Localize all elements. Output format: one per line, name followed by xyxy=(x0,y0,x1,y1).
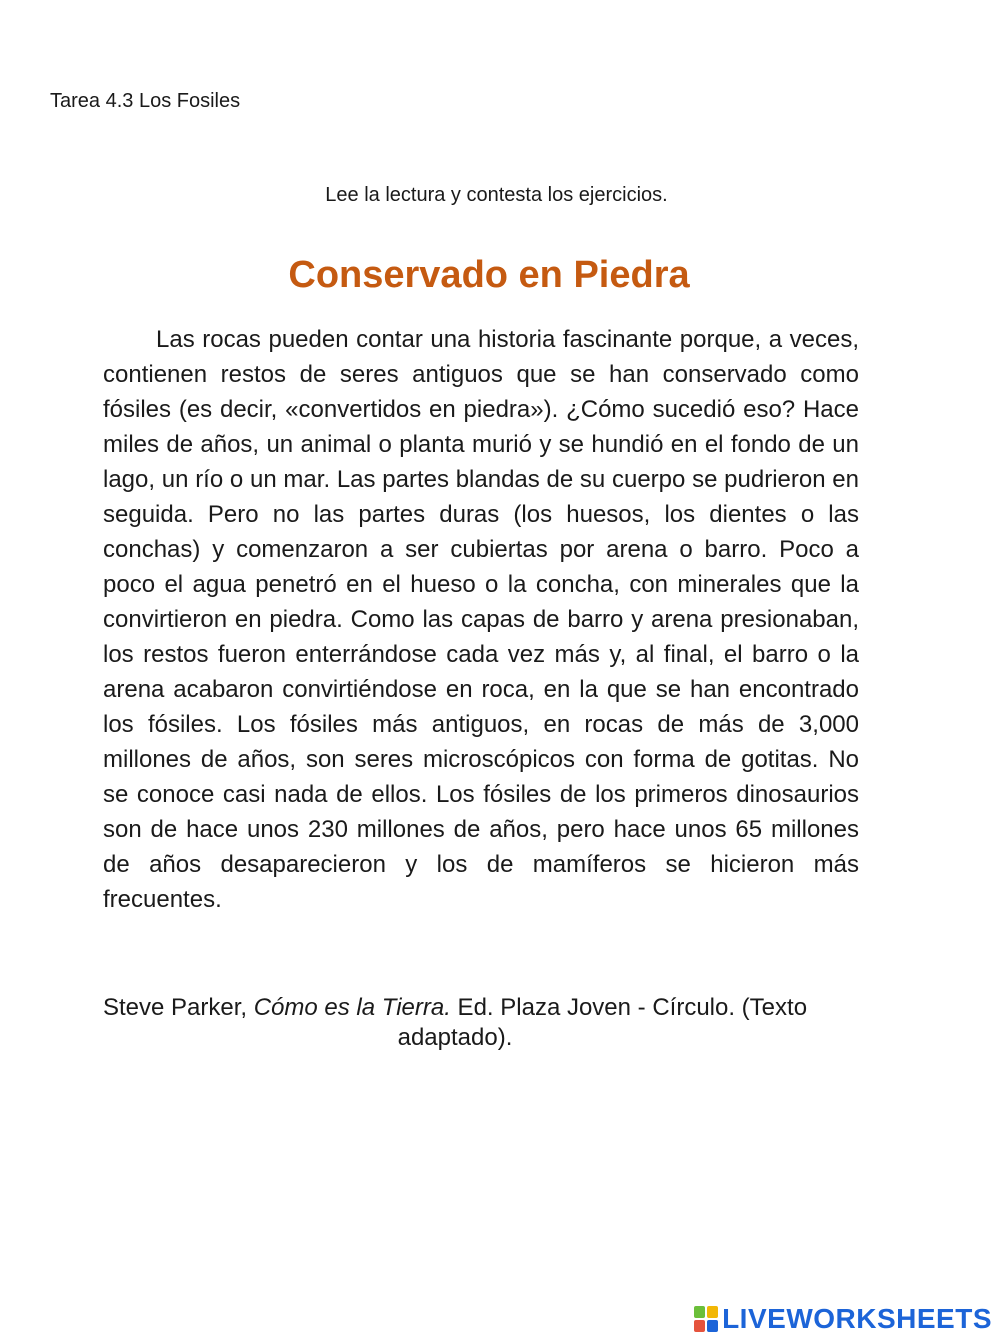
citation-publisher: Ed. Plaza Joven - Círculo. (Texto adaptado). xyxy=(397,994,808,1051)
article-body: Las rocas pueden contar una historia fascinante porque, a veces, contienen restos de seres antiguos que se han conservado como fósiles (es decir, «convertidos en piedra»). ¿Cómo sucedió eso? Hace miles de años, un animal o planta murió y se hundió en el fondo de un lago, un río o un mar. Las partes blandas de su cuerpo se pudrieron en seguida. Pero no las partes duras (los huesos, los dientes o las conchas) y comenzaron a ser cubiertas por arena o barro. Poco a poco el agua penetró en el hueso o la concha, con minerales que la convirtieron en piedra. Como las capas de barro y arena presionaban, los restos fueron enterrándose cada vez más y, al final, el barro o la arena acabaron convirtiéndose en roca, en la que se han encontrado los fósiles. Los fósiles más antiguos, en rocas de más de 3,000 millones de años, son seres microscópicos con forma de gotitas. No se conoce casi nada de ellos. Los fósiles de los primeros dinosaurios son de hace unos 230 millones de años, pero hace unos 65 millones de años desaparecieron y los de mamíferos se hicieron más frecuentes. xyxy=(103,326,859,913)
article-title: Conservado en Piedra xyxy=(288,254,690,296)
instruction-text: Lee la lectura y contesta los ejercicios. xyxy=(325,184,668,206)
brand-name: LIVEWORKSHEETS xyxy=(722,1303,992,1334)
liveworksheets-brand xyxy=(694,1304,992,1334)
citation-author: Steve Parker, xyxy=(102,994,254,1021)
liveworksheets-logo-icon xyxy=(694,1306,718,1332)
task-label: Tarea 4.3 Los Fosiles xyxy=(50,90,241,112)
citation-book-title: Cómo es la Tierra. xyxy=(253,994,451,1021)
citation xyxy=(55,993,855,1053)
